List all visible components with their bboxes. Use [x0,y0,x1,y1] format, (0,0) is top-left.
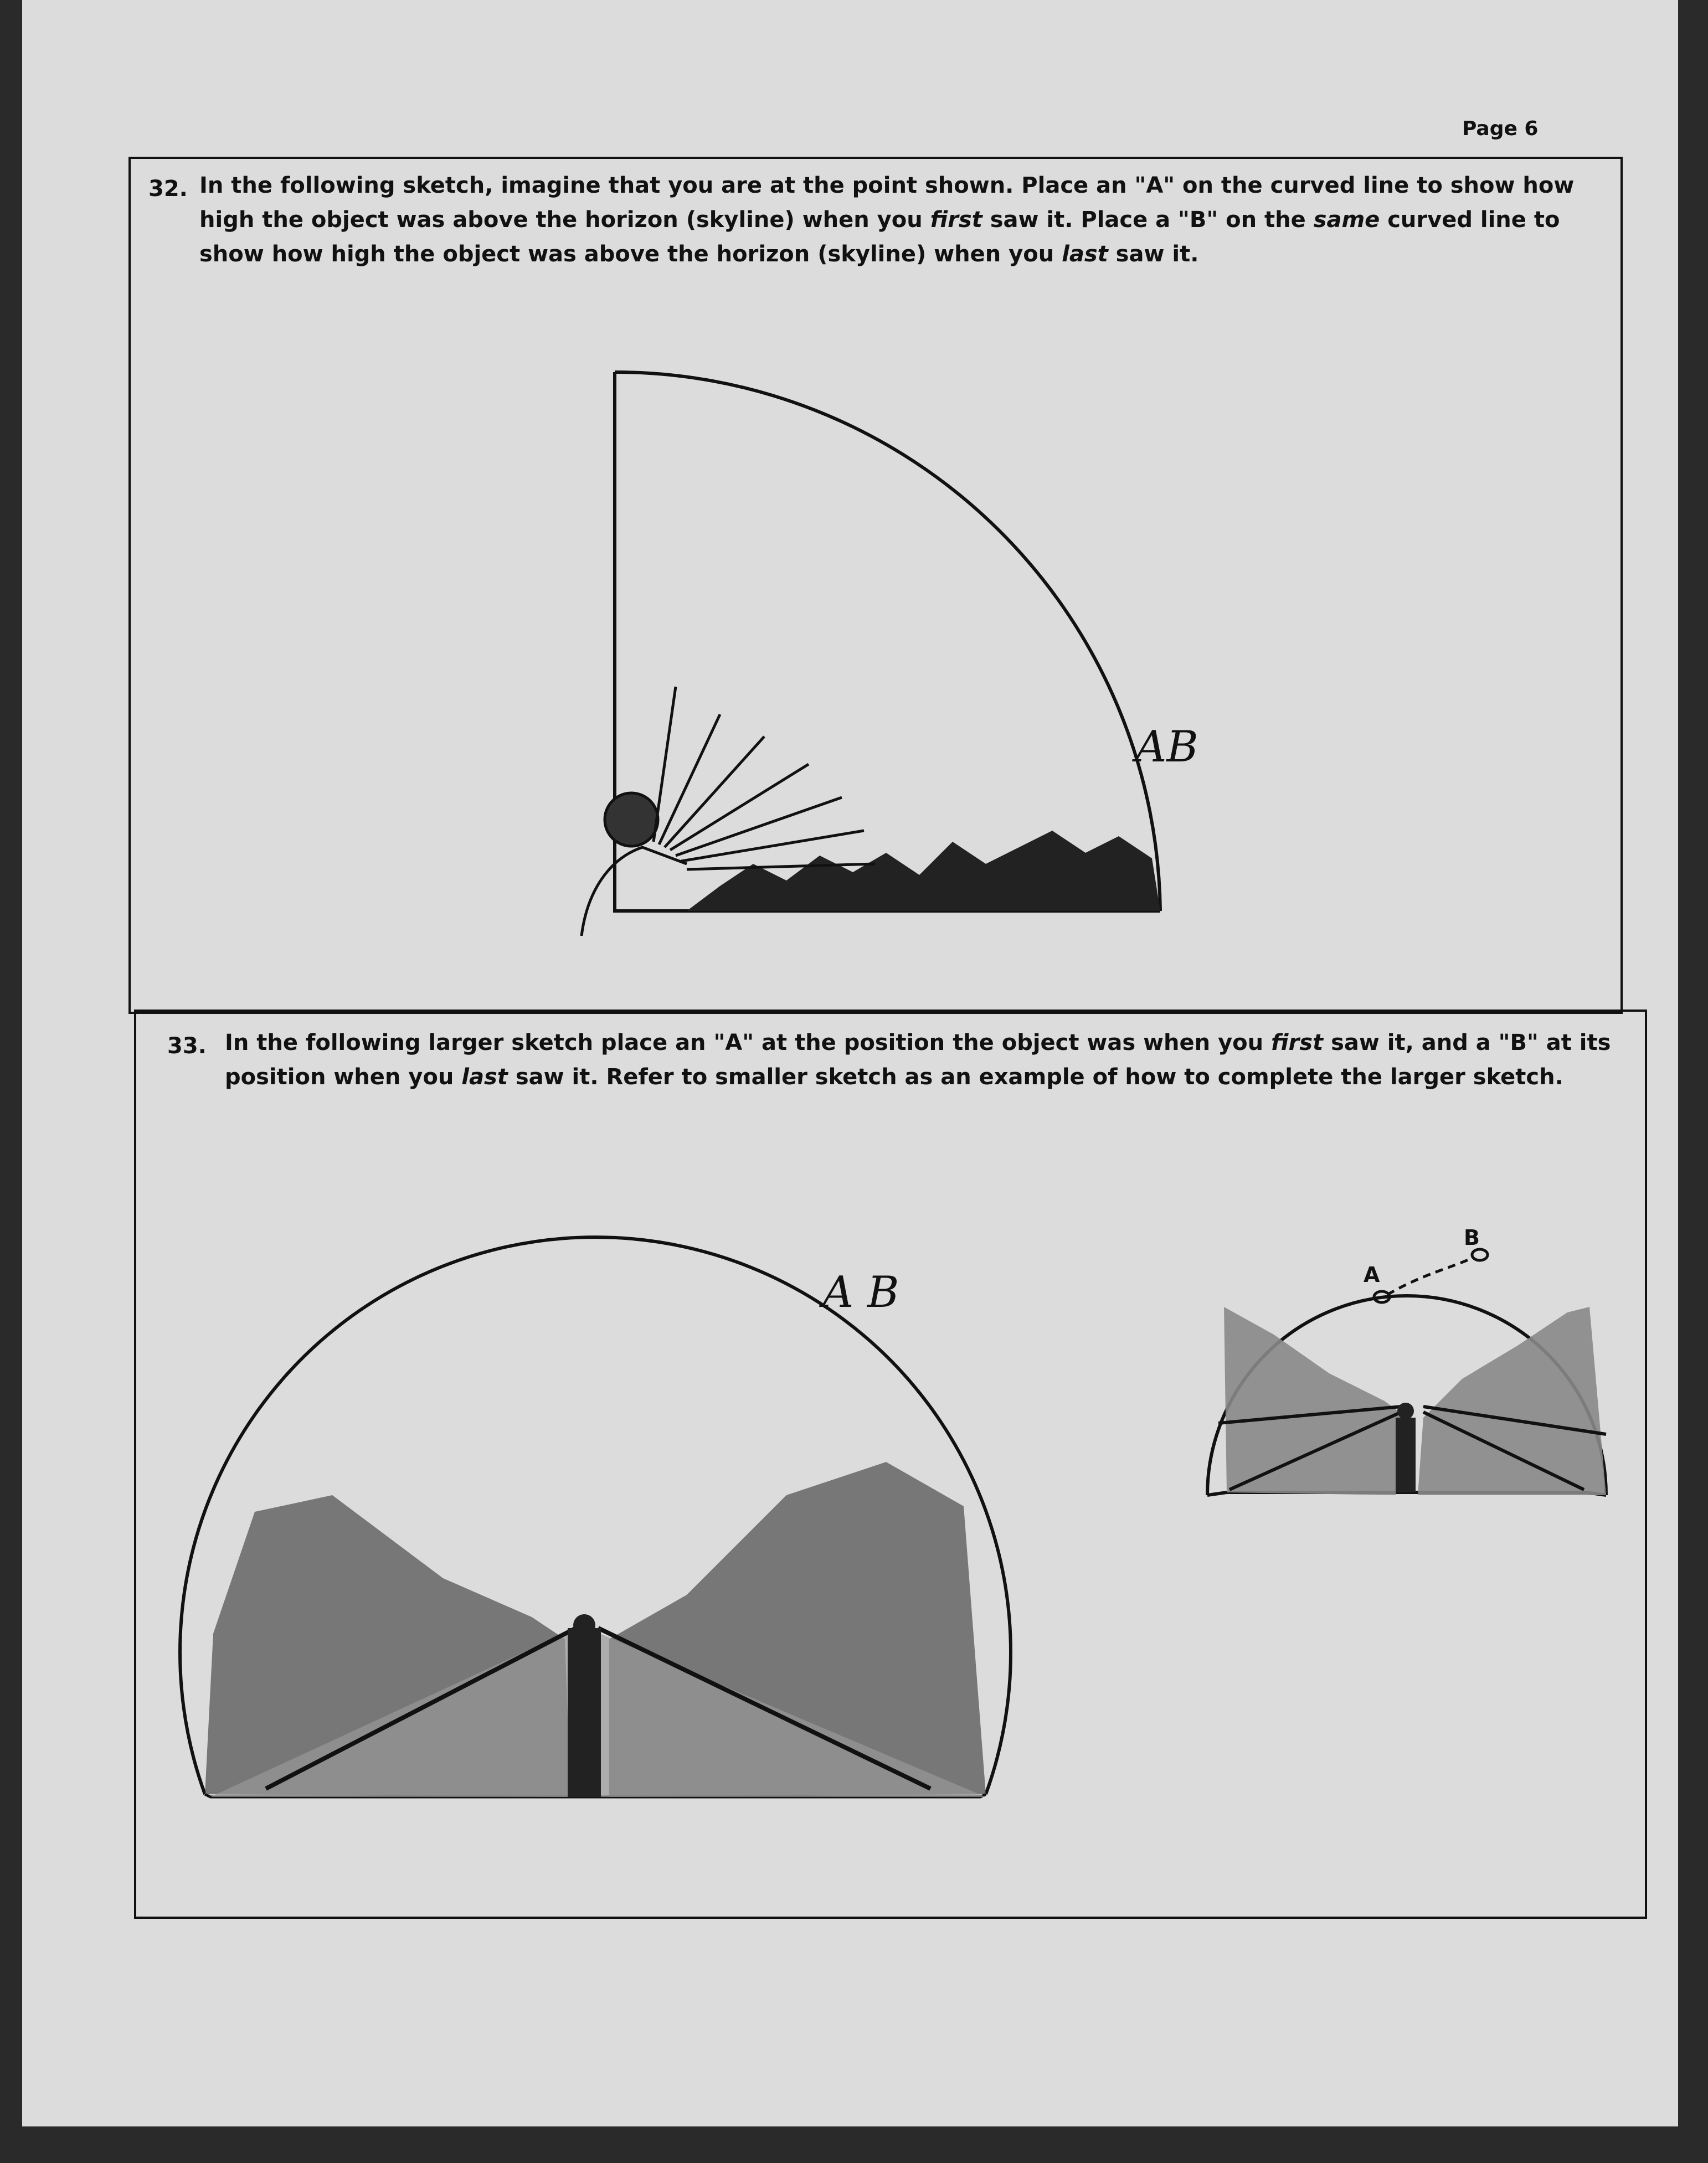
example-label-a: A [1364,1263,1380,1287]
handwritten-answer-32: AB [1135,722,1198,772]
document-page [22,0,1678,2126]
page-number: Page 6 [1462,117,1539,140]
question-33-box [134,1010,1647,1919]
question-32-number: 32. [148,176,188,202]
elevation-arc[interactable] [615,372,1160,911]
question-33-text: In the following larger sketch place an "A" at the position the object was when you first saw it, and a "B" at its position when you last saw it. Refer to smaller sketch as an example of how to complete the larger sketch. [225,1030,1611,1090]
question-32-text: In the following sketch, imagine that you are at the point shown. Place an "A" on the curved line to show how high the object was above the horizon (skyline) when you first saw it. Place a "B" on the same curved line to show how high the object was above the horizon (skyline) when you last saw it. [199,173,1575,267]
handwritten-answer-33: A B [822,1268,899,1317]
question-33-number: 33. [167,1033,207,1059]
example-label-b: B [1464,1225,1480,1250]
